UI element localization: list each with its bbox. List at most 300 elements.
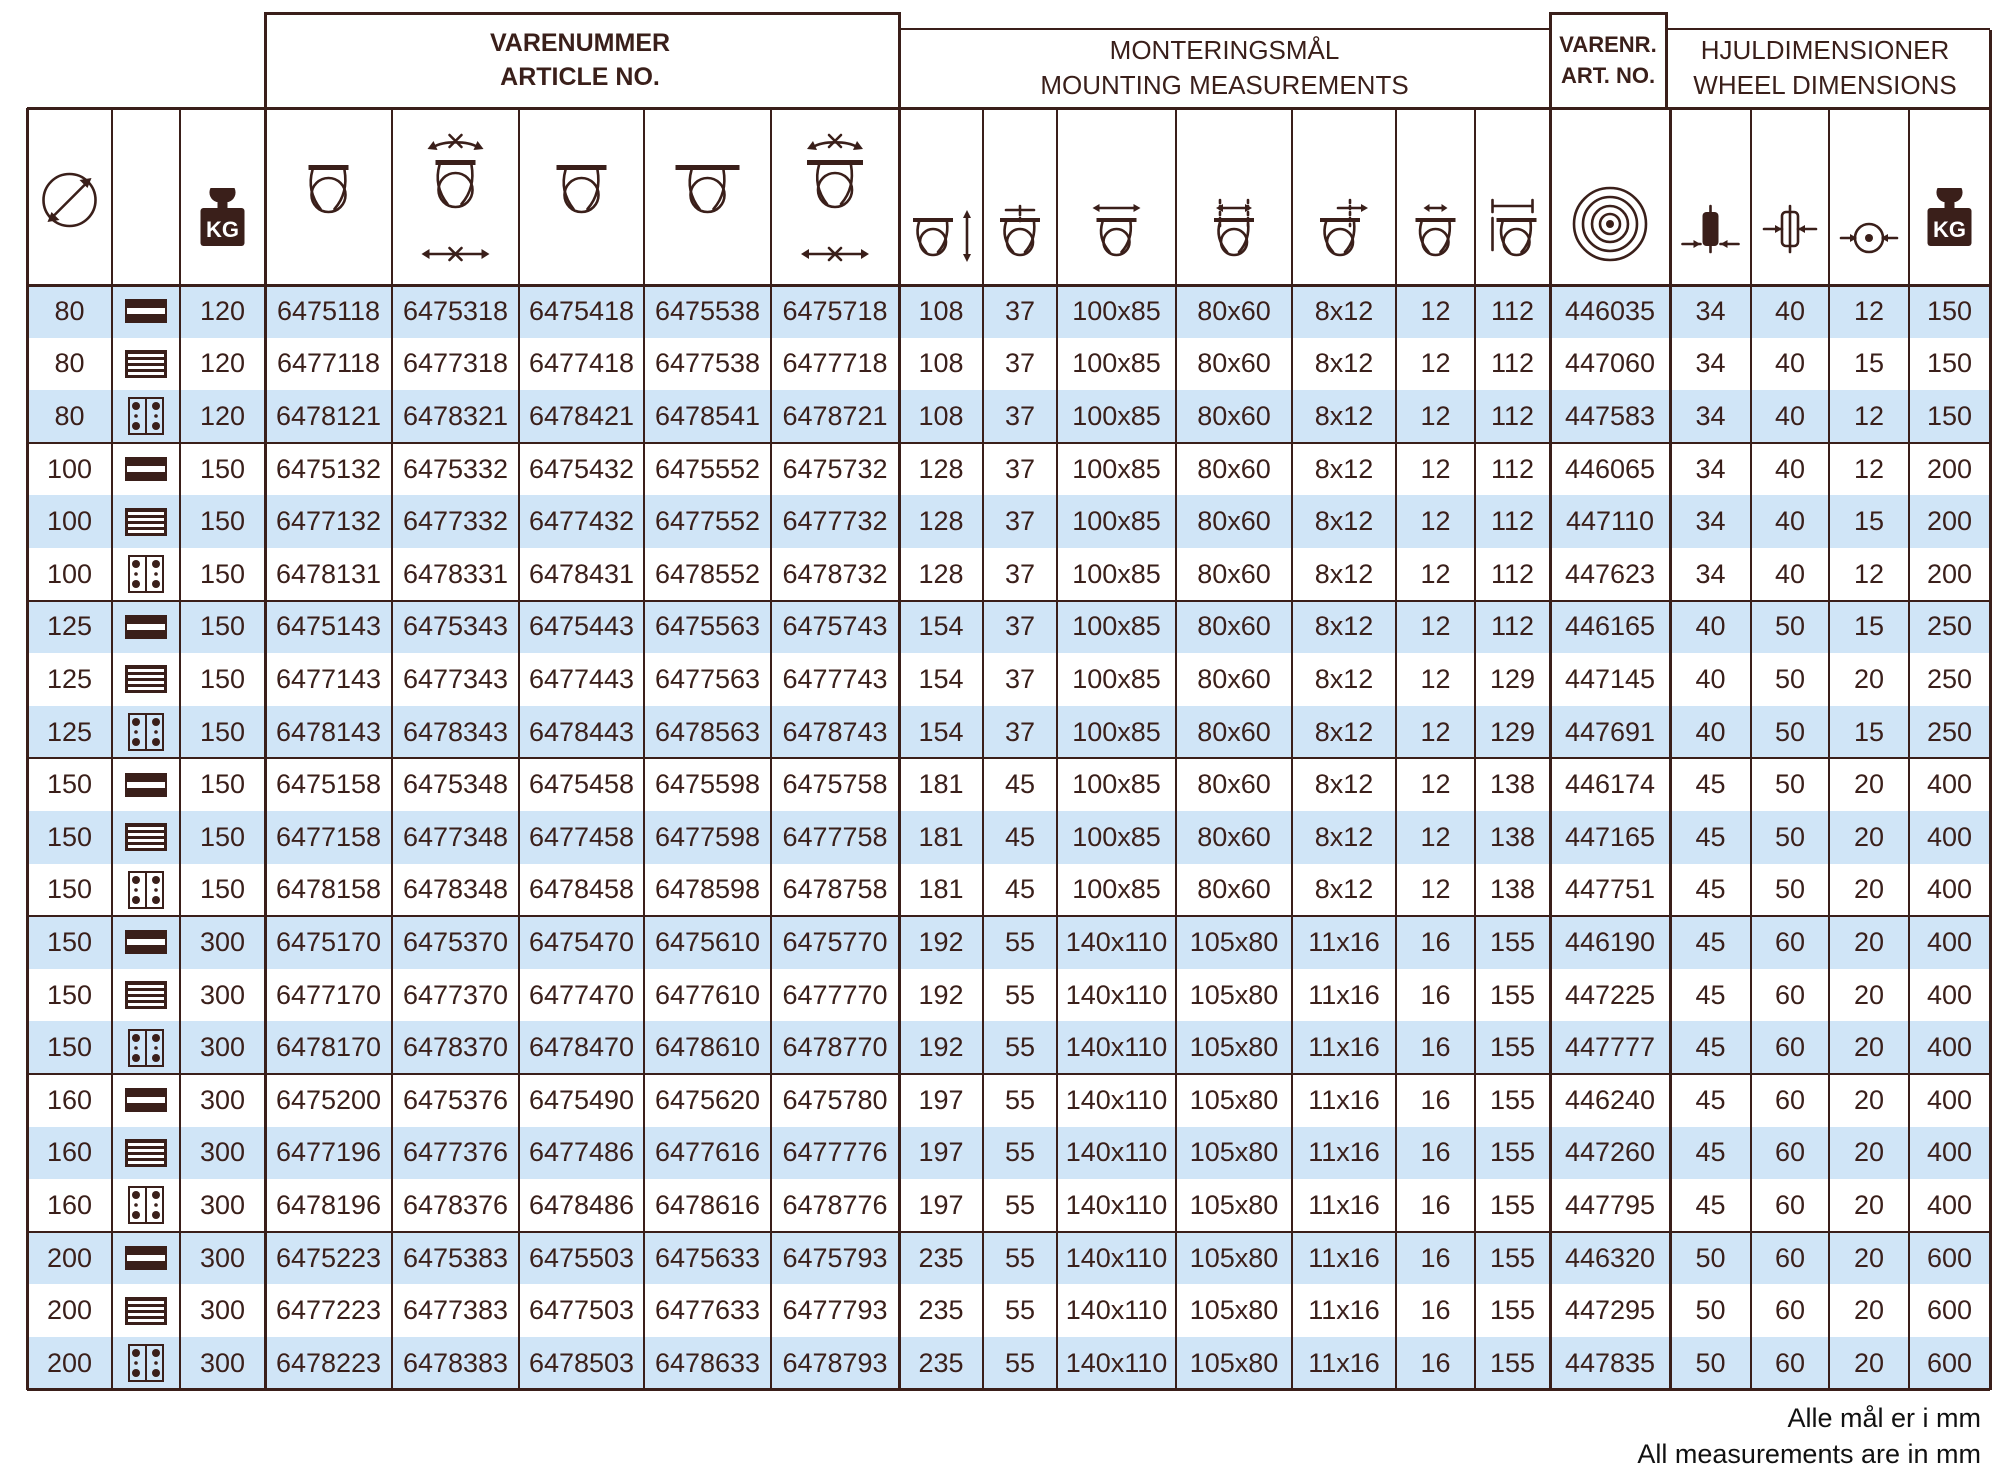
ribbed-tread-icon [112, 1127, 180, 1180]
wheel-load-kg-icon [1928, 188, 1972, 246]
table-cell: 105x80 [1189, 1032, 1279, 1063]
table-cell: 6475718 [782, 295, 888, 326]
grid-vertical-line [1395, 108, 1397, 1390]
table-cell: 300 [199, 979, 246, 1010]
grid-vertical-line [898, 12, 901, 108]
table-cell: 16 [1420, 1347, 1451, 1378]
table-cell: 6477758 [782, 821, 888, 852]
grid-vertical-line [1989, 30, 1992, 108]
table-cell: 112 [1490, 295, 1535, 326]
table-cell: 155 [1489, 1137, 1536, 1168]
table-cell: 155 [1489, 926, 1536, 957]
swivel-radius-icon [1493, 200, 1537, 255]
table-cell: 6478598 [654, 874, 761, 905]
table-cell: 150 [46, 821, 93, 852]
table-cell: 160 [46, 1137, 93, 1168]
ribbed-tread-icon [112, 653, 180, 706]
table-cell: 6478376 [402, 1189, 509, 1220]
table-cell: 128 [918, 558, 964, 589]
grid-vertical-line [264, 12, 267, 108]
table-cell: 45 [1695, 1189, 1726, 1220]
table-cell: 446240 [1564, 1084, 1656, 1115]
solid-rubber-tread-icon [112, 758, 180, 811]
table-cell: 105x80 [1189, 979, 1279, 1010]
table-cell: 80x60 [1197, 400, 1271, 431]
table-cell: 6477432 [528, 506, 635, 537]
table-cell: 112 [1490, 611, 1535, 642]
table-cell: 37 [1004, 453, 1036, 484]
table-cell: 40 [1774, 558, 1806, 589]
table-cell: 150 [46, 1032, 93, 1063]
header-article-line1: VARENUMMER [489, 29, 671, 57]
table-cell: 150 [46, 926, 93, 957]
table-cell: 45 [1695, 1032, 1726, 1063]
table-cell: 80x60 [1197, 716, 1271, 747]
grid-vertical-line [1908, 108, 1910, 1390]
grid-vertical-line [26, 108, 29, 1390]
wheel-icon [1574, 188, 1646, 260]
table-cell: 150 [46, 769, 93, 800]
table-cell: 6475538 [654, 295, 761, 326]
table-cell: 200 [46, 1295, 93, 1326]
table-cell: 8x12 [1314, 400, 1374, 431]
table-cell: 16 [1420, 1189, 1451, 1220]
table-cell: 6477503 [528, 1295, 635, 1326]
table-cell: 125 [46, 663, 93, 694]
table-cell: 6475318 [402, 295, 509, 326]
table-cell: 12 [1853, 558, 1885, 589]
table-cell: 150 [1926, 400, 1973, 431]
table-cell: 50 [1774, 716, 1806, 747]
table-cell: 446320 [1564, 1242, 1656, 1273]
table-cell: 150 [199, 821, 246, 852]
table-cell: 16 [1420, 979, 1451, 1010]
grid-vertical-line [111, 108, 113, 1390]
footer-note-danish: Alle mål er i mm [1787, 1403, 1981, 1433]
table-cell: 192 [918, 979, 964, 1010]
table-cell: 45 [1004, 874, 1036, 905]
table-cell: 447583 [1564, 400, 1656, 431]
total-height-icon [913, 210, 971, 262]
grid-vertical-line [518, 108, 520, 1390]
table-cell: 45 [1695, 769, 1726, 800]
table-cell: 20 [1853, 1084, 1885, 1115]
table-cell: 8x12 [1314, 506, 1374, 537]
table-cell: 447295 [1564, 1295, 1656, 1326]
table-cell: 6475610 [654, 926, 761, 957]
table-cell: 155 [1489, 1295, 1536, 1326]
dotted-tread-icon [112, 706, 180, 759]
table-cell: 140x110 [1065, 1084, 1168, 1115]
table-cell: 150 [199, 874, 246, 905]
table-cell: 50 [1774, 611, 1806, 642]
table-cell: 8x12 [1314, 348, 1374, 379]
table-cell: 55 [1004, 1347, 1036, 1378]
table-cell: 181 [918, 821, 964, 852]
table-cell: 197 [918, 1189, 964, 1220]
table-cell: 112 [1490, 558, 1535, 589]
dotted-tread-icon [112, 548, 180, 601]
table-cell: 15 [1853, 348, 1885, 379]
table-cell: 6478503 [528, 1347, 635, 1378]
table-cell: 138 [1489, 769, 1536, 800]
table-cell: 80 [54, 400, 85, 431]
table-cell: 100x85 [1072, 558, 1161, 589]
grid-vertical-line [1175, 108, 1177, 1390]
table-cell: 50 [1774, 769, 1806, 800]
grid-vertical-line [1669, 108, 1672, 1390]
table-cell: 125 [46, 716, 93, 747]
table-cell: 40 [1695, 611, 1726, 642]
table-cell: 140x110 [1065, 979, 1168, 1010]
table-cell: 12 [1420, 558, 1451, 589]
table-cell: 200 [1926, 453, 1973, 484]
table-cell: 11x16 [1308, 1295, 1380, 1326]
table-cell: 6475370 [402, 926, 509, 957]
table-cell: 6475758 [782, 769, 888, 800]
table-cell: 40 [1774, 295, 1806, 326]
table-cell: 192 [918, 926, 964, 957]
table-cell: 12 [1853, 295, 1885, 326]
table-cell: 6478131 [275, 558, 382, 589]
table-cell: 37 [1004, 716, 1036, 747]
grid-vertical-line [1989, 108, 1992, 1390]
table-cell: 55 [1004, 1137, 1036, 1168]
table-cell: 140x110 [1065, 1137, 1168, 1168]
table-cell: 6478563 [654, 716, 761, 747]
table-cell: 6477633 [654, 1295, 761, 1326]
dotted-tread-icon [112, 1337, 180, 1390]
table-cell: 447165 [1564, 821, 1656, 852]
solid-rubber-tread-icon [112, 1074, 180, 1127]
swivel-plate-castor-icon [557, 165, 607, 212]
grid-vertical-line [1750, 108, 1752, 1390]
table-cell: 12 [1420, 506, 1451, 537]
table-cell: 60 [1774, 1189, 1806, 1220]
table-cell: 8x12 [1314, 874, 1374, 905]
table-cell: 400 [1926, 874, 1973, 905]
table-cell: 155 [1489, 979, 1536, 1010]
table-cell: 200 [46, 1347, 93, 1378]
table-cell: 50 [1774, 821, 1806, 852]
table-cell: 6477616 [654, 1137, 761, 1168]
bolt-size-icon [1416, 204, 1456, 255]
table-cell: 6477610 [654, 979, 761, 1010]
table-cell: 8x12 [1314, 663, 1374, 694]
table-cell: 40 [1774, 453, 1806, 484]
table-cell: 128 [918, 453, 964, 484]
table-cell: 6475443 [528, 611, 635, 642]
table-cell: 447225 [1564, 979, 1656, 1010]
table-cell: 140x110 [1065, 1189, 1168, 1220]
table-cell: 34 [1695, 295, 1726, 326]
table-cell: 37 [1004, 558, 1036, 589]
table-cell: 150 [199, 769, 246, 800]
table-cell: 80x60 [1197, 348, 1271, 379]
table-cell: 15 [1853, 506, 1885, 537]
table-cell: 50 [1695, 1242, 1726, 1273]
table-cell: 6478348 [402, 874, 509, 905]
table-cell: 112 [1490, 400, 1535, 431]
grid-horizontal-line [27, 600, 1990, 602]
table-cell: 80x60 [1197, 663, 1271, 694]
table-cell: 160 [46, 1189, 93, 1220]
table-cell: 6478170 [275, 1032, 382, 1063]
grid-vertical-line [1474, 108, 1476, 1390]
table-cell: 600 [1926, 1242, 1973, 1273]
table-cell: 250 [1926, 716, 1973, 747]
grid-vertical-line [1549, 12, 1552, 108]
grid-vertical-line [179, 108, 181, 1390]
table-cell: 6475200 [275, 1084, 382, 1115]
table-cell: 300 [199, 1189, 246, 1220]
table-cell: 105x80 [1189, 1295, 1279, 1326]
table-cell: 20 [1853, 821, 1885, 852]
table-cell: 6475633 [654, 1242, 761, 1273]
table-cell: 6475458 [528, 769, 635, 800]
table-cell: 37 [1004, 348, 1036, 379]
solid-rubber-tread-icon [112, 601, 180, 654]
table-cell: 105x80 [1189, 1242, 1279, 1273]
table-cell: 250 [1926, 663, 1973, 694]
table-cell: 8x12 [1314, 611, 1374, 642]
table-cell: 120 [199, 295, 246, 326]
table-cell: 108 [918, 295, 964, 326]
table-cell: 125 [46, 611, 93, 642]
table-cell: 16 [1420, 926, 1451, 957]
table-cell: 34 [1695, 506, 1726, 537]
table-cell: 105x80 [1189, 1084, 1279, 1115]
table-cell: 6477118 [276, 348, 381, 379]
bolt-hole-icon [1320, 200, 1368, 255]
table-cell: 447835 [1564, 1347, 1656, 1378]
table-cell: 6475743 [782, 611, 888, 642]
table-cell: 150 [1926, 295, 1973, 326]
table-cell: 12 [1420, 821, 1451, 852]
swivel-plate-castor-large-icon [676, 165, 740, 212]
table-cell: 50 [1774, 663, 1806, 694]
table-cell: 6478343 [402, 716, 509, 747]
table-cell: 300 [199, 1347, 246, 1378]
grid-vertical-line [982, 108, 984, 1390]
solid-rubber-tread-icon [112, 1232, 180, 1285]
table-cell: 20 [1853, 979, 1885, 1010]
table-cell: 6477443 [528, 663, 635, 694]
table-cell: 40 [1695, 716, 1726, 747]
table-cell: 112 [1490, 453, 1535, 484]
table-cell: 6477383 [402, 1295, 509, 1326]
grid-vertical-line [391, 108, 393, 1390]
table-cell: 6477552 [654, 506, 761, 537]
table-cell: 6477793 [782, 1295, 888, 1326]
header-mounting-line1: MONTERINGSMÅL [1109, 35, 1340, 65]
grid-horizontal-line [1550, 12, 1666, 15]
table-cell: 55 [1004, 1084, 1036, 1115]
table-cell: 40 [1774, 348, 1806, 379]
table-cell: 154 [918, 611, 964, 642]
table-cell: 16 [1420, 1032, 1451, 1063]
grid-horizontal-line [27, 915, 1990, 917]
table-cell: 6475418 [528, 295, 635, 326]
table-cell: 6478633 [654, 1347, 761, 1378]
table-cell: 6478552 [654, 558, 761, 589]
table-cell: 105x80 [1189, 1189, 1279, 1220]
table-cell: 80 [54, 348, 85, 379]
header-wheel-dims-line2: WHEEL DIMENSIONS [1693, 70, 1957, 100]
table-cell: 6477170 [275, 979, 382, 1010]
table-cell: 6475470 [528, 926, 635, 957]
table-cell: 155 [1489, 1242, 1536, 1273]
table-cell: 20 [1853, 1189, 1885, 1220]
table-cell: 6477776 [782, 1137, 888, 1168]
table-cell: 100x85 [1072, 400, 1161, 431]
table-cell: 100 [46, 558, 93, 589]
table-cell: 112 [1490, 506, 1535, 537]
hub-length-icon [1683, 206, 1739, 252]
swivel-brake-castor-icon [801, 135, 869, 260]
ribbed-tread-icon [112, 495, 180, 548]
table-cell: 6475223 [275, 1242, 382, 1273]
table-cell: 20 [1853, 663, 1885, 694]
table-cell: 138 [1489, 821, 1536, 852]
table-cell: 6475143 [275, 611, 382, 642]
table-cell: 446190 [1564, 926, 1656, 957]
table-cell: 6475780 [782, 1084, 888, 1115]
table-cell: 16 [1420, 1242, 1451, 1273]
table-cell: 6475620 [654, 1084, 761, 1115]
table-cell: 6478732 [782, 558, 888, 589]
table-cell: 150 [1926, 348, 1973, 379]
table-cell: 6477143 [275, 663, 382, 694]
table-cell: 80x60 [1197, 506, 1271, 537]
table-cell: 12 [1420, 874, 1451, 905]
table-cell: 100x85 [1072, 453, 1161, 484]
grid-vertical-line [770, 108, 772, 1390]
table-cell: 45 [1695, 1137, 1726, 1168]
table-cell: 6475158 [275, 769, 382, 800]
table-cell: 6475490 [528, 1084, 635, 1115]
table-cell: 128 [918, 506, 964, 537]
grid-vertical-line [898, 108, 901, 1390]
table-cell: 6477158 [275, 821, 382, 852]
table-cell: 16 [1420, 1295, 1451, 1326]
solid-rubber-tread-icon [112, 443, 180, 496]
table-cell: 181 [918, 874, 964, 905]
table-cell: 8x12 [1314, 769, 1374, 800]
ribbed-tread-icon [112, 969, 180, 1022]
table-cell: 6477418 [528, 348, 635, 379]
table-cell: 6478443 [528, 716, 635, 747]
table-cell: 100x85 [1072, 348, 1161, 379]
table-cell: 45 [1695, 1084, 1726, 1115]
table-cell: 12 [1420, 453, 1451, 484]
table-cell: 446065 [1564, 453, 1656, 484]
table-cell: 447623 [1564, 558, 1656, 589]
table-cell: 150 [199, 506, 246, 537]
table-cell: 40 [1695, 663, 1726, 694]
table-cell: 129 [1489, 663, 1536, 694]
table-cell: 100x85 [1072, 663, 1161, 694]
table-cell: 300 [199, 1242, 246, 1273]
table-cell: 11x16 [1308, 979, 1380, 1010]
grid-horizontal-line [1666, 28, 1990, 30]
table-cell: 6475793 [782, 1242, 888, 1273]
table-cell: 6477563 [654, 663, 761, 694]
table-cell: 80 [54, 295, 85, 326]
table-cell: 11x16 [1308, 1084, 1380, 1115]
table-cell: 6478143 [275, 716, 382, 747]
grid-horizontal-line [899, 28, 1550, 30]
table-cell: 12 [1853, 453, 1885, 484]
table-cell: 200 [1926, 558, 1973, 589]
table-cell: 6477223 [275, 1295, 382, 1326]
table-cell: 6475598 [654, 769, 761, 800]
fixed-plate-castor-icon [309, 165, 349, 212]
table-cell: 12 [1420, 769, 1451, 800]
table-cell: 400 [1926, 926, 1973, 957]
table-cell: 20 [1853, 1137, 1885, 1168]
table-cell: 100x85 [1072, 506, 1161, 537]
table-cell: 112 [1490, 348, 1535, 379]
table-cell: 45 [1695, 926, 1726, 957]
table-cell: 6477370 [402, 979, 509, 1010]
table-cell: 6478541 [654, 400, 761, 431]
table-cell: 55 [1004, 979, 1036, 1010]
table-cell: 60 [1774, 1242, 1806, 1273]
table-cell: 150 [46, 874, 93, 905]
table-cell: 120 [199, 400, 246, 431]
table-cell: 197 [918, 1137, 964, 1168]
table-cell: 55 [1004, 1189, 1036, 1220]
table-cell: 34 [1695, 558, 1726, 589]
table-cell: 6477132 [275, 506, 382, 537]
table-cell: 8x12 [1314, 716, 1374, 747]
table-cell: 6478121 [275, 400, 382, 431]
table-cell: 100x85 [1072, 295, 1161, 326]
table-cell: 6478758 [782, 874, 888, 905]
table-cell: 100x85 [1072, 874, 1161, 905]
dotted-tread-icon [112, 1021, 180, 1074]
table-cell: 140x110 [1065, 926, 1168, 957]
table-cell: 6478610 [654, 1032, 761, 1063]
table-cell: 6475118 [276, 295, 381, 326]
table-cell: 11x16 [1308, 1032, 1380, 1063]
table-cell: 20 [1853, 1295, 1885, 1326]
table-cell: 11x16 [1308, 1242, 1380, 1273]
table-cell: 6478331 [402, 558, 509, 589]
table-cell: 6478158 [275, 874, 382, 905]
grid-vertical-line [1828, 108, 1830, 1390]
table-cell: 100x85 [1072, 769, 1161, 800]
table-cell: 8x12 [1314, 821, 1374, 852]
table-cell: 20 [1853, 874, 1885, 905]
table-cell: 20 [1853, 1032, 1885, 1063]
hole-spacing-icon [1214, 200, 1254, 255]
ribbed-tread-icon [112, 338, 180, 391]
table-cell: 55 [1004, 926, 1036, 957]
table-cell: 447145 [1564, 663, 1656, 694]
table-cell: 400 [1926, 1032, 1973, 1063]
table-cell: 15 [1853, 611, 1885, 642]
table-cell: 140x110 [1065, 1295, 1168, 1326]
table-cell: 80x60 [1197, 821, 1271, 852]
table-cell: 45 [1004, 769, 1036, 800]
table-cell: 6475503 [528, 1242, 635, 1273]
grid-vertical-line [1056, 108, 1058, 1390]
table-cell: 154 [918, 716, 964, 747]
table-cell: 45 [1695, 979, 1726, 1010]
grid-horizontal-line [27, 284, 1990, 287]
